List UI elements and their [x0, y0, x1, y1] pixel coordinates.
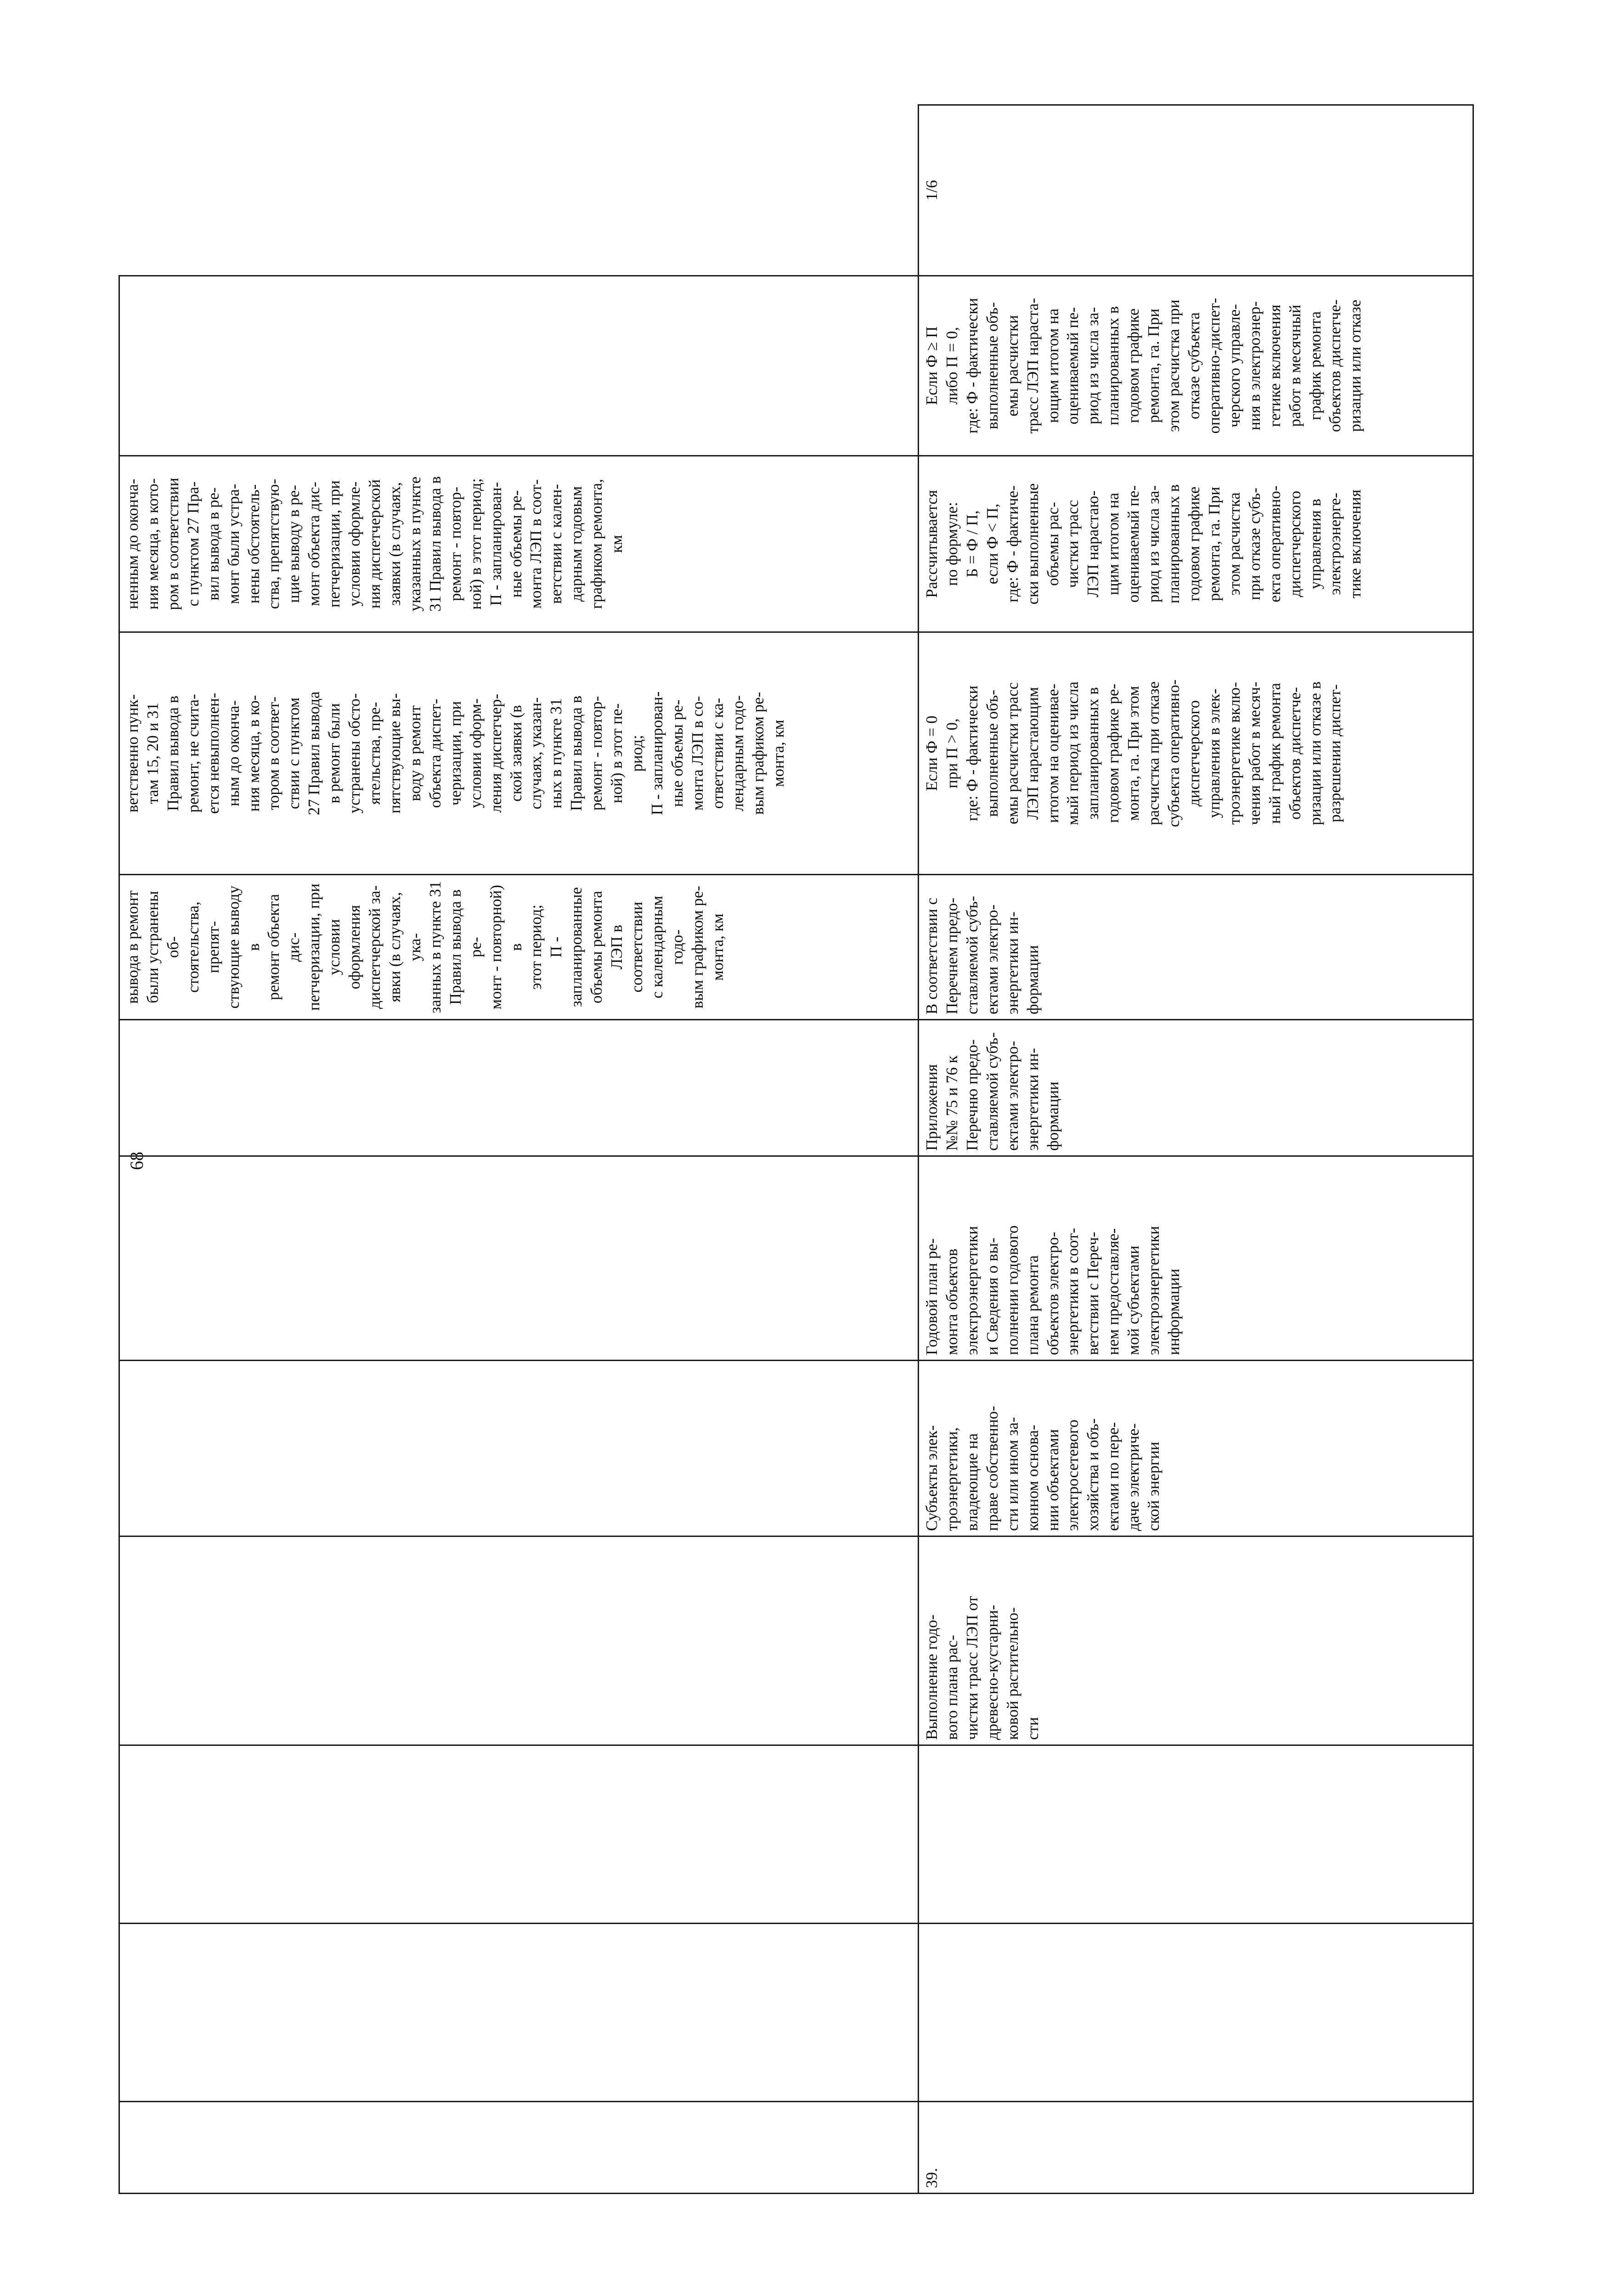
text-line: тике включения — [1346, 490, 1365, 598]
text-line: ремонт, не считa- — [184, 694, 202, 813]
text-line: информации — [1165, 1268, 1183, 1355]
text-line: чистки трасс ЛЭП от — [963, 1596, 981, 1740]
continuation-row — [119, 105, 919, 2194]
cont-col4-cell — [119, 1536, 919, 1745]
text-line: запланированных в — [1084, 687, 1102, 820]
text-line: итогом на оценивае- — [1044, 683, 1062, 823]
text-line: владеющие на — [963, 1433, 981, 1531]
text-line: воду в ремонт — [406, 705, 424, 801]
text-line: объемы рас- — [1044, 502, 1062, 586]
text-line: монт объекта дис- — [305, 482, 323, 606]
text-line: этот период; — [527, 904, 545, 990]
indicator-name-cell — [919, 1536, 1473, 1745]
text-line: ской энергии — [1145, 1441, 1163, 1531]
text-line: монт - повторной) в — [486, 884, 525, 1010]
text-line: условии оформ- — [466, 698, 485, 809]
text-line: указанных в пункте — [406, 476, 424, 612]
text-line: конном основа- — [1023, 1424, 1042, 1531]
text-line: годовом графике ре- — [1104, 683, 1123, 823]
text-line: планированных в — [1104, 306, 1123, 426]
text-line: лендарным годо- — [728, 695, 747, 811]
cont-col7-cell — [119, 1020, 919, 1156]
text-line: либо П = 0, — [942, 326, 961, 405]
text-line: ризации или отказе — [1346, 299, 1365, 432]
text-line: Перечнем предо- — [942, 897, 961, 1014]
formula-full-cell — [919, 276, 1473, 456]
text-line: гетике включения — [1265, 304, 1284, 427]
formula-zero-cell — [919, 632, 1473, 875]
text-line: электроэнергетики — [1145, 1226, 1163, 1355]
cont-col1-cell — [119, 2102, 919, 2194]
text-line: П - запланирован- — [648, 691, 666, 816]
cont-col5-cell — [119, 1361, 919, 1536]
text-line: ремонта, га. При — [1205, 486, 1223, 602]
subjects-cell — [919, 1361, 1473, 1536]
text-line: ЛЭП в соответствии — [608, 901, 646, 993]
cont-formula-zero-cell — [119, 875, 919, 1020]
text-line: где: Ф - фактически — [963, 685, 981, 822]
text-line: энергетики ин- — [1023, 1048, 1042, 1151]
source-cell — [919, 1156, 1473, 1361]
text-line: ния месяца, в ко- — [244, 695, 263, 812]
text-line: монта, км — [708, 913, 727, 981]
text-line: если Ф < П, — [983, 503, 1001, 585]
text-line: ремонт объекта дис- — [265, 894, 303, 1001]
period-cell — [919, 875, 1473, 1020]
text-line: заявки (в случаях, — [385, 482, 404, 606]
weight-cell: 1/6 — [919, 105, 1473, 276]
text-line: ный график ремонта — [1265, 683, 1284, 824]
text-line: случаях, указан- — [527, 697, 545, 810]
text-line: Годовой план ре- — [923, 1238, 941, 1355]
text-line: ния диспетчерской — [366, 479, 384, 609]
text-line: черизации, при — [446, 701, 464, 806]
text-line: праве собственно- — [983, 1406, 1001, 1531]
text-line: ления диспетчер- — [486, 693, 505, 813]
text-line: вым графиком ре- — [749, 692, 767, 815]
text-line: условии оформле- — [345, 481, 364, 607]
text-line: хозяйства и объ- — [1084, 1418, 1102, 1531]
appendix-cell — [919, 1020, 1473, 1156]
cont-formula-calc-cell — [119, 632, 919, 875]
text-line: дарным годовым — [567, 486, 586, 602]
text-line: вил вывода в ре- — [204, 487, 222, 601]
text-line: ненным до оконча- — [124, 478, 141, 609]
formula-calc-cell — [919, 456, 1473, 632]
text-line: П - запланирован- — [486, 482, 505, 606]
text-line: полнении годового — [1003, 1225, 1021, 1355]
text-line: объекта диспет- — [426, 698, 444, 808]
text-line: объектов диспетче- — [1286, 687, 1304, 820]
text-line: разрешении диспет- — [1326, 684, 1344, 822]
text-line: вывода в ремонт — [124, 890, 141, 1004]
text-line: В соответствии с — [923, 897, 941, 1014]
text-line: монт были устра- — [224, 484, 243, 604]
text-line: ствии с пунктом — [285, 697, 303, 810]
text-line: ектами электро- — [983, 904, 1001, 1014]
text-line: ЛЭП нарастаю- — [1084, 490, 1102, 597]
row-39 — [919, 105, 1473, 2194]
text-line: объектов диспетче- — [1326, 299, 1344, 432]
text-line: объектов электро- — [1044, 1232, 1062, 1355]
text-line: монта ЛЭП в соот- — [527, 479, 545, 609]
indicator-table — [118, 104, 1474, 2194]
text-line: ЛЭП нарастающим — [1023, 687, 1042, 820]
text-line: тором в соответ- — [265, 696, 283, 810]
text-line: стоятельства, препят- — [184, 901, 222, 993]
text-line: при П > 0, — [942, 718, 961, 788]
text-line: чистки трасс — [1064, 500, 1082, 588]
text-line: вым графиком ре- — [688, 885, 706, 1009]
text-line: ной) в этот период; — [466, 478, 485, 610]
text-line: км — [608, 535, 626, 553]
text-line: ной) в этот пе- — [608, 703, 626, 804]
rotated-table — [118, 106, 1473, 2194]
text-line: при отказе субъ- — [1245, 488, 1264, 600]
text-line: петчеризации, при — [325, 480, 344, 608]
text-line: Выполнение годо- — [923, 1614, 941, 1740]
text-line: сти или ином за- — [1003, 1417, 1021, 1531]
text-line: нии объектами — [1044, 1429, 1062, 1531]
text-line: ремонта, га. При — [1145, 308, 1163, 423]
text-line: по формуле: — [942, 502, 961, 586]
text-line: нем предоставляе- — [1104, 1228, 1123, 1355]
text-line: Перечню предо- — [963, 1039, 981, 1151]
text-line: ром в соответствии — [164, 478, 182, 610]
text-line: сти — [1023, 1717, 1042, 1740]
text-line: годовом графике — [1185, 486, 1203, 602]
text-line: диспетчерского — [1286, 490, 1304, 597]
text-line: монта, га. При этом — [1124, 686, 1143, 821]
text-line: формации — [1044, 1081, 1062, 1151]
text-line: ответствии с ка- — [708, 698, 727, 809]
text-line: мой субъектами — [1124, 1245, 1143, 1355]
text-line: ставляемой субъ- — [983, 1032, 1001, 1151]
text-line: Если Ф ≥ П — [923, 326, 941, 405]
text-line: черского управле- — [1225, 304, 1243, 428]
page-number: 68 — [126, 1152, 147, 1170]
text-line: 31 Правил вывода в — [426, 476, 444, 612]
text-line: ства, препятствую- — [265, 478, 283, 609]
text-line: ставляемой субъ- — [963, 896, 981, 1014]
text-line: электроэнергетики — [963, 1226, 981, 1355]
text-line: в ремонт были — [325, 703, 344, 804]
row-number-cell: 39. — [919, 2102, 1473, 2194]
text-line: электроэнерге- — [1326, 493, 1344, 595]
text-line: работ в месячный — [1286, 304, 1304, 427]
text-line: емы расчистки — [1003, 315, 1021, 416]
text-line: электросетевого — [1064, 1419, 1082, 1531]
text-line: ных в пункте 31 — [547, 698, 565, 809]
cont-weight-cell — [119, 276, 919, 456]
text-line: с календарным годо- — [648, 895, 686, 999]
text-line: троэнергетике вклю- — [1225, 682, 1243, 825]
text-line: ется невыполнен- — [204, 692, 222, 814]
text-line: ные объемы ре- — [507, 490, 525, 598]
text-line: древесно-кустарни- — [983, 1604, 1001, 1740]
text-line: ния месяца, в кото- — [143, 478, 162, 610]
text-line: №№ 75 и 76 к — [942, 1055, 961, 1151]
text-line: щие выводу в ре- — [285, 485, 303, 603]
text-line: оперативно-диспет- — [1205, 298, 1223, 434]
text-line: энергетики ин- — [1003, 912, 1021, 1014]
text-line: троэнергетики, — [942, 1427, 961, 1531]
text-line: щим итогом на — [1104, 492, 1123, 596]
row39-col3-cell — [919, 1745, 1473, 1924]
text-line: риод из числа за- — [1145, 485, 1163, 603]
text-line: ектами по пере- — [1104, 1422, 1123, 1531]
text-line: устранены обсто- — [345, 693, 364, 814]
text-line: управления в — [1306, 498, 1324, 590]
text-line: риод; — [628, 735, 646, 772]
text-line: вого плана рас- — [942, 1635, 961, 1740]
text-line: 27 Правил вывода — [305, 691, 323, 816]
text-line: выполненные объ- — [983, 302, 1001, 429]
cont-col6-cell — [119, 1156, 919, 1361]
text-line: ным до оконча- — [224, 700, 243, 806]
text-line: ски выполненные — [1023, 483, 1042, 605]
text-line: монта, км — [769, 720, 787, 787]
text-line: петчеризации, при — [305, 884, 323, 1011]
text-line: этом расчистка при — [1165, 299, 1183, 432]
text-line: Правил вывода в ре- — [446, 889, 485, 1005]
text-line: П - запланированные — [547, 887, 586, 1007]
text-line: пятствующие вы- — [385, 693, 404, 814]
text-line: условии оформления — [325, 905, 364, 990]
text-line: энергетики в соот- — [1064, 1227, 1082, 1355]
text-line: оцениваемый пе- — [1124, 485, 1143, 603]
text-line: занных в пункте 31 — [426, 881, 444, 1013]
text-line: где: Ф - фактиче- — [1003, 485, 1021, 602]
text-line: ющим итогом на — [1044, 308, 1062, 423]
text-line: Правил вывода в — [567, 695, 586, 811]
text-line: ветствии с Перeч- — [1084, 1232, 1102, 1355]
text-line: где: Ф - фактически — [963, 298, 981, 434]
text-line: выполненные объ- — [983, 690, 1001, 817]
text-line: ния в электроэнер- — [1245, 301, 1264, 431]
text-line: ремонт - повтор- — [446, 486, 464, 602]
text-line: ектами электро- — [1003, 1041, 1021, 1151]
text-line: ветственно пунк- — [124, 694, 141, 813]
cont-col3-cell — [119, 1745, 919, 1924]
text-line: ремонт - повтор- — [587, 696, 606, 811]
text-line: графиком ремонта, — [587, 478, 606, 609]
text-line: формации — [1023, 945, 1042, 1014]
text-line: трасс ЛЭП нараста- — [1023, 298, 1042, 434]
text-line: Субъекты элек- — [923, 1425, 941, 1531]
text-line: оцениваемый пе- — [1064, 307, 1082, 425]
text-line: этом расчистка — [1225, 492, 1243, 596]
text-line: были устранены об- — [143, 891, 182, 1003]
text-line: емы расчистки трасс — [1003, 682, 1021, 825]
text-line: нены обстоятель- — [244, 484, 263, 604]
text-line: монта ЛЭП в со- — [688, 696, 706, 811]
text-line: расчистка при отказе — [1145, 681, 1163, 826]
text-line: даче электриче- — [1124, 1423, 1143, 1531]
text-line: Если Ф = 0 — [923, 715, 941, 791]
text-line: ветствии с кален- — [547, 484, 565, 604]
text-line: Приложения — [923, 1064, 941, 1151]
text-line: субъекта оперативно- — [1165, 679, 1183, 827]
text-line: риод из числа за- — [1084, 307, 1102, 425]
text-line: чения работ в месяч- — [1245, 681, 1264, 825]
text-line: объемы ремонта — [587, 890, 606, 1004]
text-line: плана ремонта — [1023, 1255, 1042, 1355]
text-line: Правил вывода в — [164, 695, 182, 811]
text-line: Рассчитывается — [923, 490, 941, 598]
text-line: график ремонта — [1306, 311, 1324, 421]
table-container — [118, 106, 1473, 2194]
text-line: ской заявки (в — [507, 705, 525, 802]
text-line: монта объектов — [942, 1249, 961, 1355]
text-line: ные объемы ре- — [668, 699, 686, 807]
text-line: ятельства, пре- — [366, 702, 384, 805]
row39-col2-cell — [919, 1924, 1473, 2102]
text-line: Б = Ф / П, — [963, 510, 981, 578]
text-line: мый период из числа — [1064, 681, 1082, 825]
cont-formula-full-cell — [119, 456, 919, 632]
text-line: управления в элек- — [1205, 688, 1223, 818]
cont-col2-cell — [119, 1924, 919, 2102]
text-line: с пунктом 27 Пра- — [184, 481, 202, 607]
text-line: там 15, 20 и 31 — [143, 703, 162, 804]
text-line: годовом графике — [1124, 308, 1143, 423]
text-line: екта оперативно- — [1265, 485, 1284, 602]
text-line: отказе субъекта — [1185, 312, 1203, 419]
text-line: планированных в — [1165, 484, 1183, 604]
text-line: ризации или отказе в — [1306, 681, 1324, 826]
text-line: ствующие выводу в — [224, 885, 263, 1009]
text-line: и Сведения о вы- — [983, 1238, 1001, 1355]
text-line: диспетчерской за- — [366, 885, 384, 1009]
text-line: диспетчерского — [1185, 700, 1203, 807]
text-line: явки (в случаях, ука- — [385, 892, 424, 1002]
text-line: ковой растительно- — [1003, 1607, 1021, 1740]
